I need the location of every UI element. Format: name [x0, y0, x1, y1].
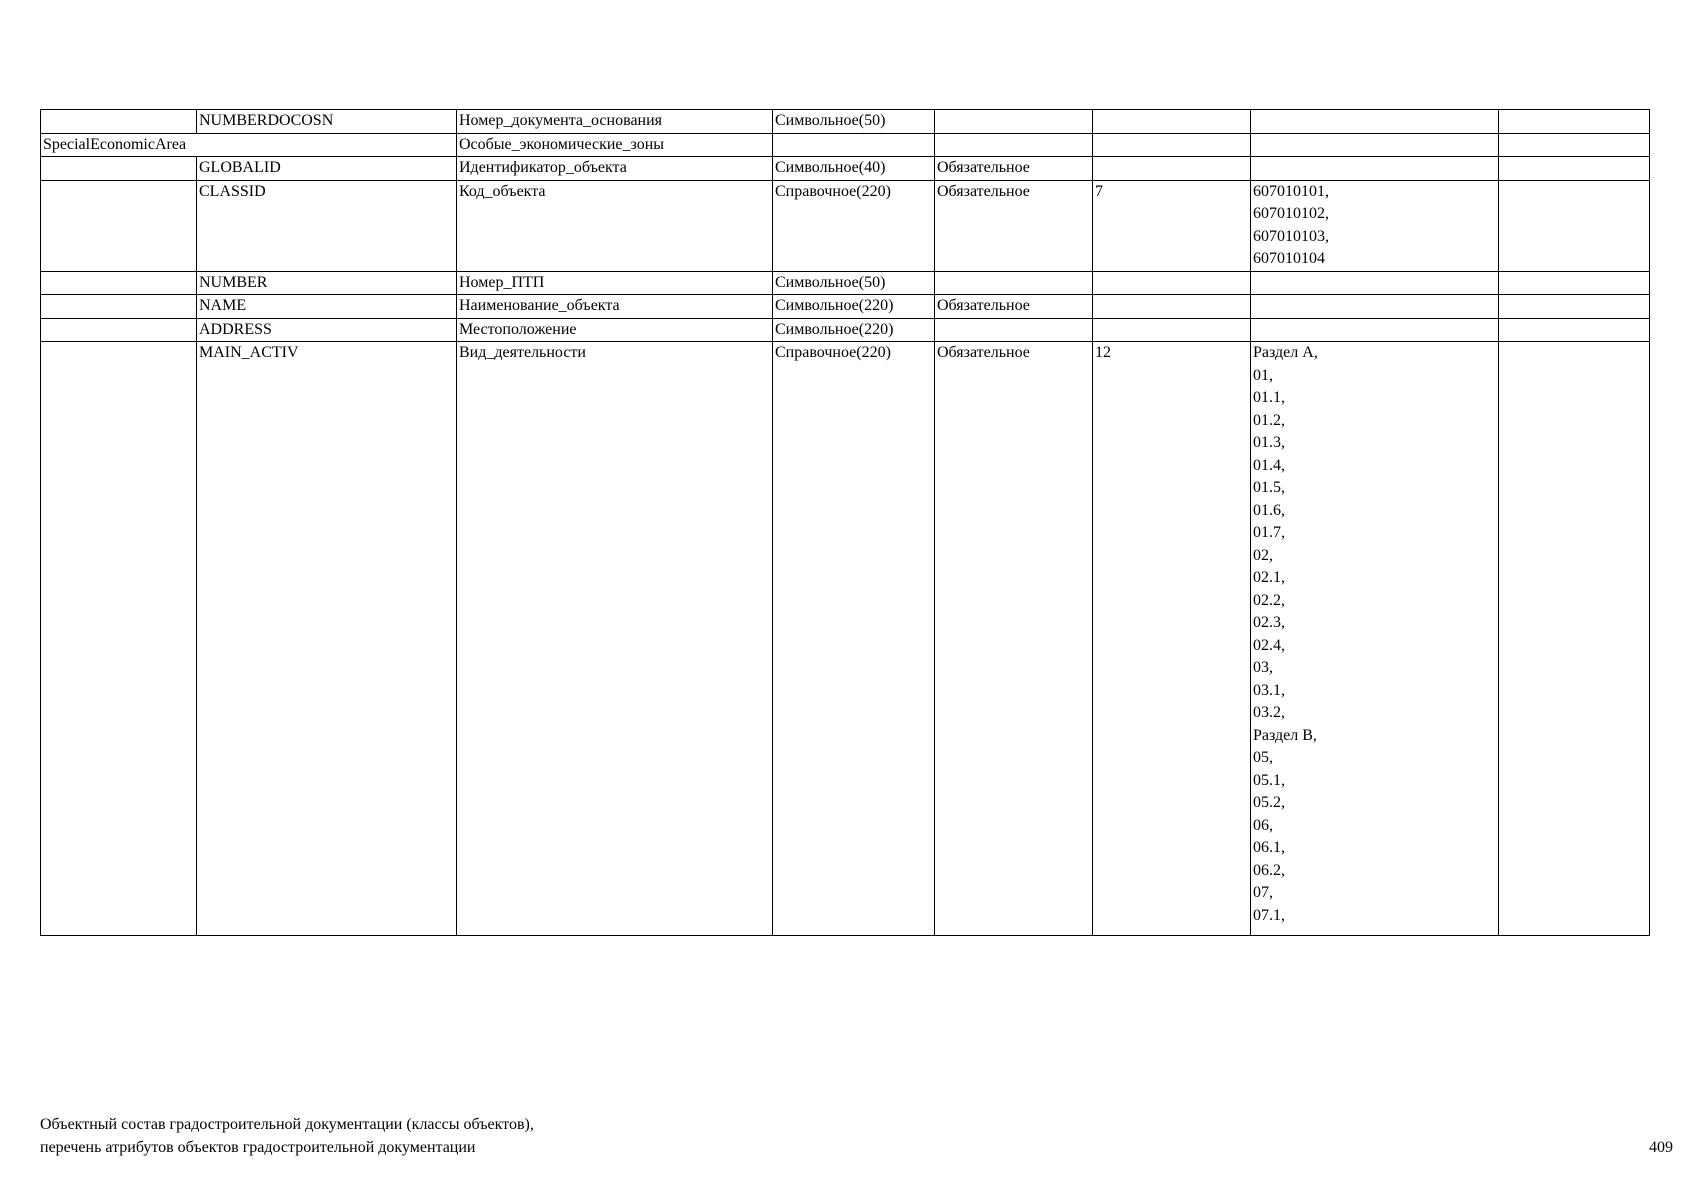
- table-cell: NAME: [197, 295, 457, 319]
- allowed-value: Раздел A,: [1253, 344, 1318, 361]
- allowed-value: 06.1,: [1253, 839, 1285, 856]
- table-cell: [1499, 157, 1650, 181]
- table-row: [41, 295, 1650, 319]
- class-name-cell: SpecialEconomicArea: [41, 133, 457, 157]
- table-row: [41, 110, 1650, 134]
- table-cell: Обязательное: [935, 295, 1093, 319]
- table-cell: NUMBERDOCOSN: [197, 110, 457, 134]
- allowed-value: 02,: [1253, 546, 1273, 564]
- allowed-value: 607010103,: [1253, 227, 1329, 245]
- table-cell: Обязательное: [935, 342, 1093, 936]
- table-cell: NUMBER: [197, 271, 457, 295]
- table-cell: [1499, 318, 1650, 342]
- table-cell: 12: [1093, 342, 1251, 936]
- table-cell: Обязательное: [935, 157, 1093, 181]
- allowed-value: 01.6,: [1253, 501, 1285, 519]
- allowed-value: 607010102,: [1253, 205, 1329, 222]
- allowed-value: 05.2,: [1253, 794, 1285, 811]
- allowed-value: Раздел B,: [1253, 726, 1317, 744]
- allowed-value: 607010104: [1253, 250, 1325, 267]
- page-number: 409: [1649, 1139, 1673, 1156]
- table-cell: [1499, 295, 1650, 319]
- allowed-value: 05,: [1253, 749, 1273, 766]
- allowed-value: 06,: [1253, 816, 1273, 834]
- table-cell: MAIN_ACTIV: [197, 342, 457, 936]
- table-cell: [773, 133, 935, 157]
- table-cell: Номер_ПТП: [457, 271, 773, 295]
- table-cell: [1251, 157, 1499, 181]
- table-cell: Код_объекта: [457, 180, 773, 271]
- allowed-value: 05.1,: [1253, 771, 1285, 789]
- table-cell: ADDRESS: [197, 318, 457, 342]
- table-cell: [41, 180, 197, 271]
- table-row: [41, 133, 1650, 157]
- allowed-values-cell: [1251, 180, 1499, 271]
- allowed-value: 02.1,: [1253, 569, 1285, 586]
- allowed-value: 01.1,: [1253, 389, 1285, 406]
- table-cell: [41, 318, 197, 342]
- table-cell: [1251, 271, 1499, 295]
- footer-line-1: Объектный состав градостроительной документации (классы объектов),: [40, 1116, 534, 1133]
- table-cell: [1251, 295, 1499, 319]
- allowed-value: 07.1,: [1253, 906, 1285, 924]
- table-cell: Идентификатор_объекта: [457, 157, 773, 181]
- table-cell: [1093, 133, 1251, 157]
- allowed-value: 03.1,: [1253, 681, 1285, 699]
- allowed-value: 01.2,: [1253, 411, 1285, 429]
- table-cell: Символьное(50): [773, 271, 935, 295]
- table-row: [41, 271, 1650, 295]
- table-cell: Обязательное: [935, 180, 1093, 271]
- table-cell: CLASSID: [197, 180, 457, 271]
- table-cell: [41, 295, 197, 319]
- footer-line-2: перечень атрибутов объектов градостроительной документации: [40, 1139, 476, 1156]
- table-cell: [1251, 133, 1499, 157]
- table-cell: [1251, 110, 1499, 134]
- table-row: [41, 157, 1650, 181]
- allowed-value: 06.2,: [1253, 861, 1285, 879]
- table-cell: Номер_документа_основания: [457, 110, 773, 134]
- table-cell: [1093, 157, 1251, 181]
- table-cell: [935, 318, 1093, 342]
- allowed-value: 02.4,: [1253, 636, 1285, 654]
- table-cell: [41, 157, 197, 181]
- table-cell: Символьное(40): [773, 157, 935, 181]
- table-cell: 7: [1093, 180, 1251, 271]
- table-cell: [1499, 110, 1650, 134]
- table-cell: [1499, 133, 1650, 157]
- table-cell: [1093, 110, 1251, 134]
- allowed-value: 01.4,: [1253, 456, 1285, 474]
- table-cell: [1499, 342, 1650, 936]
- table-cell: Справочное(220): [773, 180, 935, 271]
- table-cell: [41, 342, 197, 936]
- table-cell: Символьное(50): [773, 110, 935, 134]
- allowed-value: 01,: [1253, 366, 1273, 384]
- table-row: [41, 318, 1650, 342]
- allowed-value: 607010101,: [1253, 182, 1329, 200]
- table-cell: [1499, 271, 1650, 295]
- table-row: [41, 342, 1650, 936]
- allowed-value: 01.7,: [1253, 524, 1285, 541]
- table-cell: [1093, 295, 1251, 319]
- table-cell: Справочное(220): [773, 342, 935, 936]
- table-cell: [1251, 318, 1499, 342]
- table-cell: [1093, 271, 1251, 295]
- table-row: [41, 180, 1650, 271]
- table-cell: [935, 110, 1093, 134]
- table-cell: [41, 110, 197, 134]
- table-cell: Наименование_объекта: [457, 295, 773, 319]
- attributes-table: [40, 109, 1650, 936]
- allowed-value: 07,: [1253, 884, 1273, 901]
- table-cell: Вид_деятельности: [457, 342, 773, 936]
- allowed-values-cell: [1251, 342, 1499, 936]
- table-cell: Символьное(220): [773, 318, 935, 342]
- table-cell: GLOBALID: [197, 157, 457, 181]
- table-cell: Местоположение: [457, 318, 773, 342]
- table-cell: [935, 271, 1093, 295]
- table-cell: Особые_экономические_зоны: [457, 133, 773, 157]
- table-cell: [935, 133, 1093, 157]
- table-cell: [41, 271, 197, 295]
- footer: [40, 1113, 534, 1159]
- allowed-value: 03,: [1253, 659, 1273, 676]
- table-cell: [1499, 180, 1650, 271]
- allowed-value: 02.2,: [1253, 591, 1285, 609]
- allowed-value: 01.5,: [1253, 479, 1285, 496]
- allowed-value: 01.3,: [1253, 434, 1285, 451]
- allowed-value: 02.3,: [1253, 614, 1285, 631]
- attributes-table-body: [41, 110, 1650, 936]
- table-cell: [1093, 318, 1251, 342]
- allowed-value: 03.2,: [1253, 704, 1285, 721]
- table-cell: Символьное(220): [773, 295, 935, 319]
